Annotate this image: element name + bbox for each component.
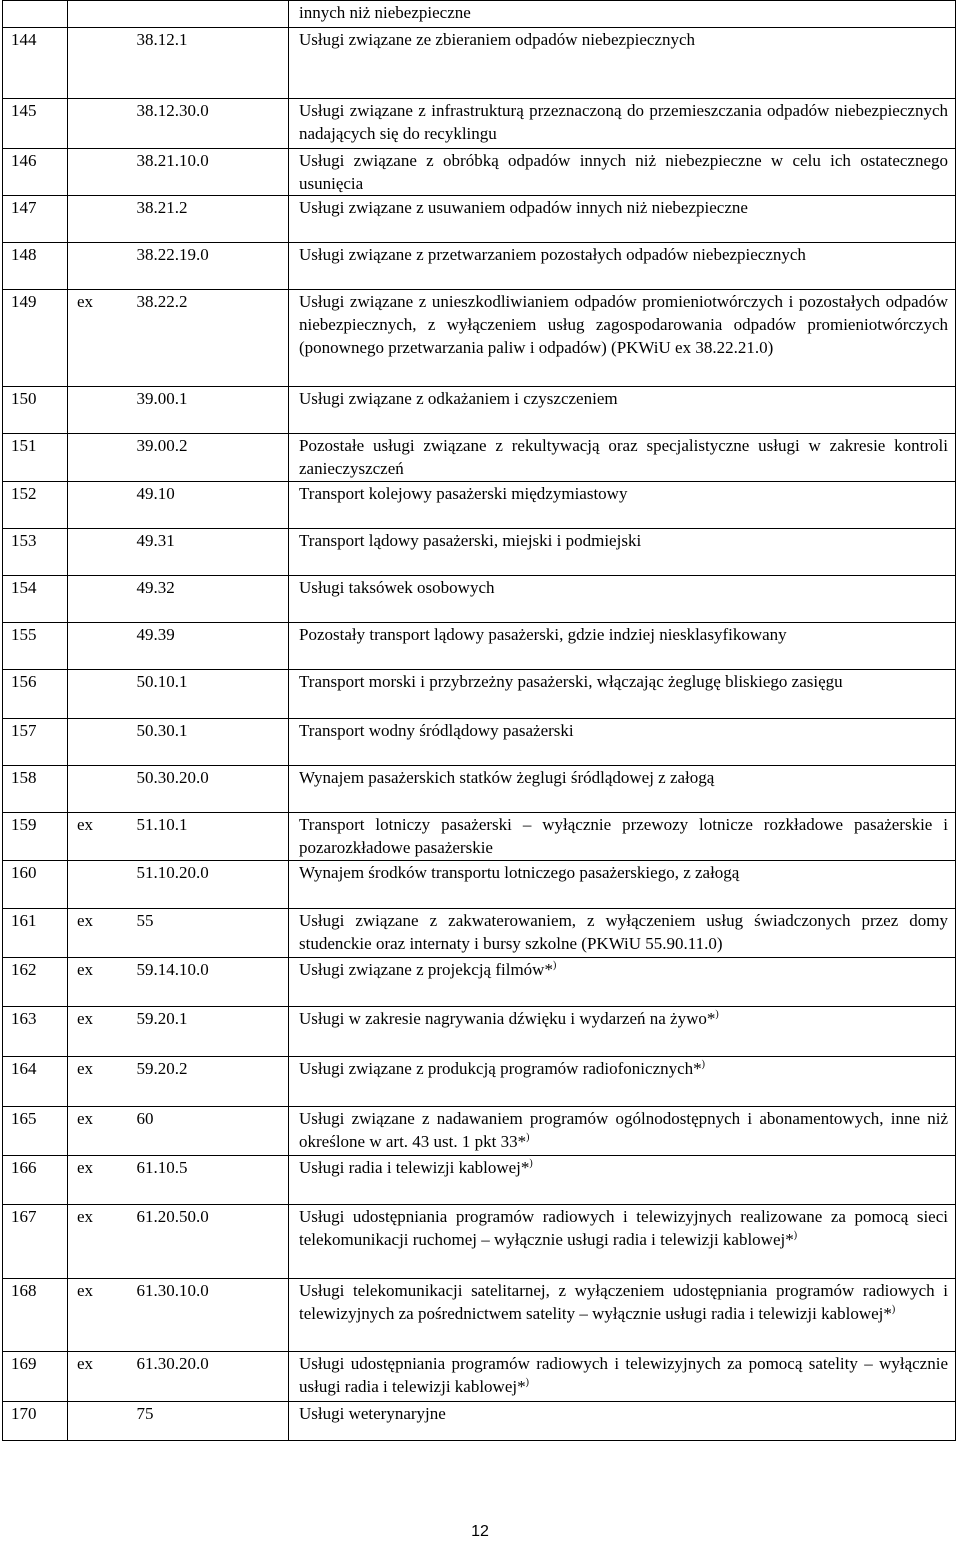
- row-number: 156: [3, 670, 68, 719]
- row-number: 145: [3, 99, 68, 149]
- footnote-marker: ): [715, 1009, 719, 1020]
- pkwiu-code: 39.00.1: [125, 387, 289, 434]
- table-row: [3, 813, 956, 861]
- table-row: [3, 290, 956, 387]
- row-number: 150: [3, 387, 68, 434]
- table-row: [3, 196, 956, 243]
- service-description: Transport kolejowy pasażerski międzymiastowy: [289, 482, 956, 529]
- ex-marker: [68, 434, 125, 482]
- table-row: [3, 243, 956, 290]
- pkwiu-code: 49.31: [125, 529, 289, 576]
- ex-marker: [68, 196, 125, 243]
- pkwiu-code: 50.30.20.0: [125, 766, 289, 813]
- footnote-marker: ): [701, 1059, 705, 1070]
- table-row: [3, 529, 956, 576]
- row-number: 164: [3, 1057, 68, 1107]
- row-number: 160: [3, 861, 68, 909]
- ex-marker: [68, 623, 125, 670]
- table-row: [3, 909, 956, 958]
- service-description: Usługi taksówek osobowych: [289, 576, 956, 623]
- table-row: [3, 1402, 956, 1441]
- row-number: 165: [3, 1107, 68, 1156]
- row-number: 159: [3, 813, 68, 861]
- pkwiu-code: 38.12.1: [125, 28, 289, 99]
- service-description: Usługi związane z obróbką odpadów innych niż niebezpieczne w celu ich ostatecznego usunięcia: [289, 149, 956, 196]
- row-number: 166: [3, 1156, 68, 1205]
- table-row: [3, 1156, 956, 1205]
- table-row: [3, 28, 956, 99]
- table-row: [3, 1205, 956, 1279]
- pkwiu-code: 49.39: [125, 623, 289, 670]
- table-row: [3, 387, 956, 434]
- row-number: 144: [3, 28, 68, 99]
- ex-marker: ex: [68, 1156, 125, 1205]
- ex-marker: [68, 529, 125, 576]
- pkwiu-code: 49.32: [125, 576, 289, 623]
- service-description: Usługi związane z infrastrukturą przeznaczoną do przemieszczania odpadów niebezpiecznych nadających się do recyklingu: [289, 99, 956, 149]
- ex-marker: ex: [68, 1107, 125, 1156]
- pkwiu-code: 59.20.2: [125, 1057, 289, 1107]
- footnote-marker: ): [526, 1132, 530, 1143]
- service-description: Transport lotniczy pasażerski – wyłącznie przewozy lotnicze rozkładowe pasażerskie i pozarozkładowe pasażerskie: [289, 813, 956, 861]
- table-row: [3, 1057, 956, 1107]
- table-row: [3, 149, 956, 196]
- table-row: [3, 861, 956, 909]
- pkwiu-code: 61.20.50.0: [125, 1205, 289, 1279]
- service-description: Usługi związane z projekcją filmów*): [289, 958, 956, 1007]
- row-number: 148: [3, 243, 68, 290]
- service-description: Usługi telekomunikacji satelitarnej, z wyłączeniem udostępniania programów radiowych i telewizyjnych za pośrednictwem satelity – wyłącznie usługi radia i telewizji kablowej*): [289, 1279, 956, 1352]
- service-description: Pozostały transport lądowy pasażerski, gdzie indziej niesklasyfikowany: [289, 623, 956, 670]
- table-row: [3, 623, 956, 670]
- row-number: 146: [3, 149, 68, 196]
- row-number: 157: [3, 719, 68, 766]
- service-description: Usługi związane z nadawaniem programów ogólnodostępnych i abonamentowych, inne niż określone w art. 43 ust. 1 pkt 33*): [289, 1107, 956, 1156]
- row-number: 153: [3, 529, 68, 576]
- table-row: [3, 1279, 956, 1352]
- ex-marker: ex: [68, 1057, 125, 1107]
- pkwiu-code: 61.30.20.0: [125, 1352, 289, 1402]
- pkwiu-code: 51.10.1: [125, 813, 289, 861]
- table-row: [3, 434, 956, 482]
- table-row: [3, 1107, 956, 1156]
- row-number: 147: [3, 196, 68, 243]
- pkwiu-code: 59.14.10.0: [125, 958, 289, 1007]
- row-number: 158: [3, 766, 68, 813]
- row-number: 168: [3, 1279, 68, 1352]
- pkwiu-code: 61.10.5: [125, 1156, 289, 1205]
- pkwiu-code: 38.12.30.0: [125, 99, 289, 149]
- pkwiu-code: 38.22.19.0: [125, 243, 289, 290]
- table-row: [3, 1352, 956, 1402]
- ex-marker: [68, 1402, 125, 1441]
- service-description: Wynajem pasażerskich statków żeglugi śródlądowej z załogą: [289, 766, 956, 813]
- pkwiu-code: 39.00.2: [125, 434, 289, 482]
- service-description: Transport morski i przybrzeżny pasażerski, włączając żeglugę bliskiego zasięgu: [289, 670, 956, 719]
- pkwiu-code: 50.30.1: [125, 719, 289, 766]
- service-description: Usługi radia i telewizji kablowej*): [289, 1156, 956, 1205]
- ex-marker: [68, 482, 125, 529]
- pkwiu-code: 49.10: [125, 482, 289, 529]
- service-description: Usługi związane z produkcją programów radiofonicznych*): [289, 1057, 956, 1107]
- service-description: Usługi związane z odkażaniem i czyszczeniem: [289, 387, 956, 434]
- ex-marker: [68, 670, 125, 719]
- ex-marker: [68, 861, 125, 909]
- ex-marker: [68, 387, 125, 434]
- row-number: 170: [3, 1402, 68, 1441]
- row-number: 154: [3, 576, 68, 623]
- row-number: 162: [3, 958, 68, 1007]
- service-description: Usługi związane ze zbieraniem odpadów niebezpiecznych: [289, 28, 956, 99]
- pkwiu-code: 75: [125, 1402, 289, 1441]
- ex-marker: [68, 99, 125, 149]
- pkwiu-code: [125, 1, 289, 28]
- service-description: Usługi w zakresie nagrywania dźwięku i wydarzeń na żywo*): [289, 1007, 956, 1057]
- pkwiu-code: 38.22.2: [125, 290, 289, 387]
- service-description: Usługi związane z przetwarzaniem pozostałych odpadów niebezpiecznych: [289, 243, 956, 290]
- ex-marker: ex: [68, 1279, 125, 1352]
- service-description: Usługi związane z usuwaniem odpadów innych niż niebezpieczne: [289, 196, 956, 243]
- ex-marker: [68, 149, 125, 196]
- service-description: Usługi związane z zakwaterowaniem, z wyłączeniem usług świadczonych przez domy studenckie oraz internaty i bursy szkolne (PKWiU 55.90.11.0): [289, 909, 956, 958]
- row-number: 149: [3, 290, 68, 387]
- footnote-marker: ): [529, 1158, 533, 1169]
- row-number: 163: [3, 1007, 68, 1057]
- ex-marker: ex: [68, 1205, 125, 1279]
- service-description: Transport lądowy pasażerski, miejski i podmiejski: [289, 529, 956, 576]
- pkwiu-code: 38.21.2: [125, 196, 289, 243]
- pkwiu-code: 55: [125, 909, 289, 958]
- row-number: 167: [3, 1205, 68, 1279]
- service-description: Usługi udostępniania programów radiowych i telewizyjnych za pomocą satelity – wyłącznie usługi radia i telewizji kablowej*): [289, 1352, 956, 1402]
- service-description: Pozostałe usługi związane z rekultywacją oraz specjalistyczne usługi w zakresie kontroli zanieczyszczeń: [289, 434, 956, 482]
- footnote-marker: ): [793, 1230, 798, 1241]
- service-description: Usługi weterynaryjne: [289, 1402, 956, 1441]
- pkwiu-code: 61.30.10.0: [125, 1279, 289, 1352]
- service-description: Wynajem środków transportu lotniczego pasażerskiego, z załogą: [289, 861, 956, 909]
- ex-marker: [68, 766, 125, 813]
- footnote-marker: ): [891, 1304, 896, 1315]
- services-table: [2, 0, 956, 1441]
- row-number: 155: [3, 623, 68, 670]
- ex-marker: [68, 1, 125, 28]
- table-row: [3, 1, 956, 28]
- ex-marker: ex: [68, 290, 125, 387]
- table-row: [3, 958, 956, 1007]
- ex-marker: ex: [68, 1007, 125, 1057]
- service-description: Usługi związane z unieszkodliwianiem odpadów promieniotwórczych i pozostałych odpadów niebezpiecznych, z wyłączeniem usług zagospodarowania odpadów promieniotwórczych (ponownego przetwarzania paliw i odpadów) (PKWiU ex 38.22.21.0): [289, 290, 956, 387]
- table-row: [3, 1007, 956, 1057]
- table-row: [3, 99, 956, 149]
- pkwiu-code: 50.10.1: [125, 670, 289, 719]
- ex-marker: [68, 28, 125, 99]
- table-row: [3, 719, 956, 766]
- ex-marker: [68, 576, 125, 623]
- ex-marker: [68, 719, 125, 766]
- table-row: [3, 576, 956, 623]
- table-row: [3, 670, 956, 719]
- row-number: 161: [3, 909, 68, 958]
- pkwiu-code: 51.10.20.0: [125, 861, 289, 909]
- service-description: innych niż niebezpieczne: [289, 1, 956, 28]
- service-description: Transport wodny śródlądowy pasażerski: [289, 719, 956, 766]
- ex-marker: ex: [68, 958, 125, 1007]
- footnote-marker: ): [552, 960, 557, 971]
- ex-marker: [68, 243, 125, 290]
- ex-marker: ex: [68, 813, 125, 861]
- row-number: 169: [3, 1352, 68, 1402]
- service-description: Usługi udostępniania programów radiowych i telewizyjnych realizowane za pomocą sieci telekomunikacji ruchomej – wyłącznie usługi radia i telewizji kablowej*): [289, 1205, 956, 1279]
- footnote-marker: ): [525, 1377, 529, 1388]
- table-row: [3, 482, 956, 529]
- ex-marker: ex: [68, 909, 125, 958]
- row-number: 151: [3, 434, 68, 482]
- pkwiu-code: 60: [125, 1107, 289, 1156]
- table-row: [3, 766, 956, 813]
- pkwiu-code: 38.21.10.0: [125, 149, 289, 196]
- pkwiu-code: 59.20.1: [125, 1007, 289, 1057]
- page-number: 12: [471, 1523, 489, 1540]
- ex-marker: ex: [68, 1352, 125, 1402]
- row-number: [3, 1, 68, 28]
- row-number: 152: [3, 482, 68, 529]
